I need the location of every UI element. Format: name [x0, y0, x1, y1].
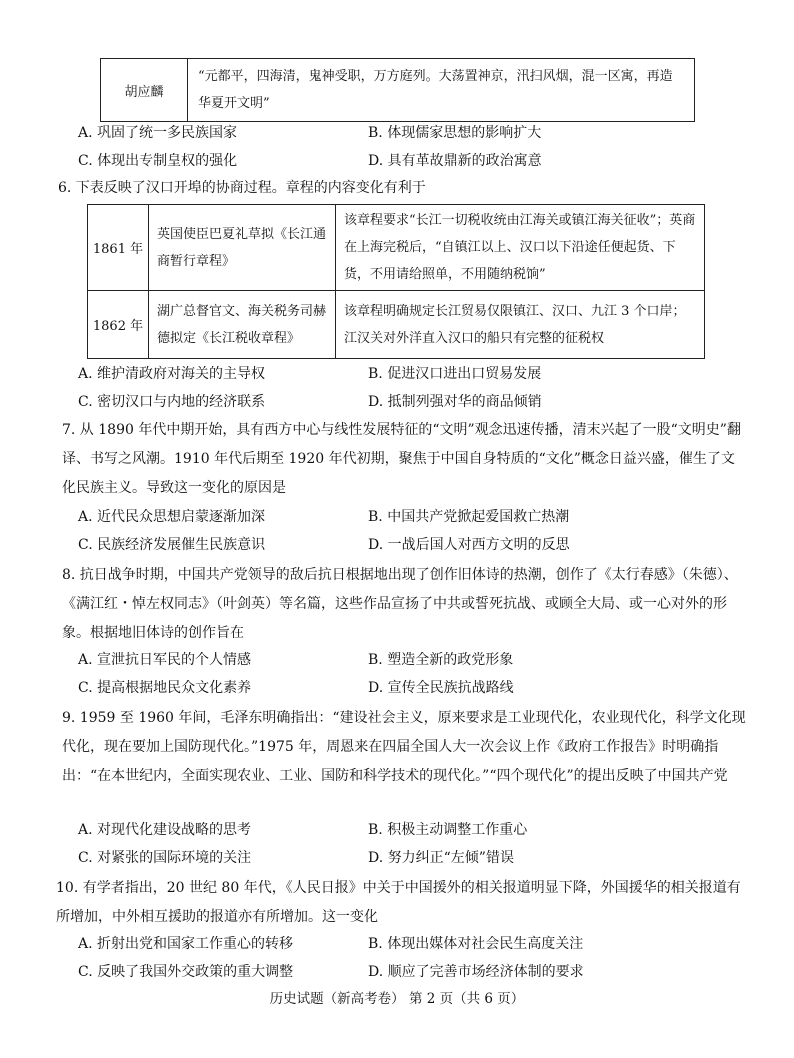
q5-option-b[interactable]: B. 体现儒家思想的影响扩大	[368, 125, 542, 141]
q10-option-a[interactable]: A. 折射出党和国家工作重心的转移	[78, 936, 294, 952]
q8-option-d[interactable]: D. 宣传全民族抗战路线	[368, 680, 514, 696]
q9-option-c[interactable]: C. 对紧张的国际环境的关注	[78, 850, 252, 866]
q5-option-d[interactable]: D. 具有革故鼎新的政治寓意	[368, 153, 542, 169]
q6-row1-year: 1861 年	[88, 205, 149, 291]
q10-option-d[interactable]: D. 顺应了完善市场经济体制的要求	[368, 964, 584, 980]
q6-option-c[interactable]: C. 密切汉口与内地的经济联系	[78, 394, 266, 410]
q6-row1-content: 该章程要求“长江一切税收统由江海关或镇江海关征收”；英商在上海完税后，“自镇江以上、汉口以下沿途任便起货、下货，不用请给照单，不用随纳税饷”	[336, 205, 705, 291]
q5-table-name: 胡应麟	[101, 59, 188, 122]
q10-option-b[interactable]: B. 体现出媒体对社会民生高度关注	[368, 936, 584, 952]
q9-option-b[interactable]: B. 积极主动调整工作重心	[368, 822, 528, 838]
q5-option-c[interactable]: C. 体现出专制皇权的强化	[78, 153, 238, 169]
q7-option-d[interactable]: D. 一战后国人对西方文明的反思	[368, 537, 570, 553]
q9-option-a[interactable]: A. 对现代化建设战略的思考	[78, 822, 252, 838]
q10-stem: 10. 有学者指出，20 世纪 80 年代，《人民日报》中关于中国援外的相关报道明显下降，外国援华的相关报道有所增加，中外相互援助的报道亦有所增加。这一变化	[56, 880, 741, 925]
q8-option-a[interactable]: A. 宣泄抗日军民的个人情感	[78, 652, 252, 668]
q9-option-d[interactable]: D. 努力纠正“左倾”错误	[368, 850, 514, 866]
q6-row2-content: 该章程明确规定长江贸易仅限镇江、汉口、九江 3 个口岸；江汉关对外洋直入汉口的船只有完整的征税权	[336, 291, 705, 359]
q9-stem: 9. 1959 至 1960 年间，毛泽东明确指出：“建设社会主义，原来要求是工业现代化，农业现代化，科学文化现代化，现在要加上国防现代化。”1975 年，周恩来在四届全国人大一次会议上作《政府工作报告》时明确指出：“在本世纪内，全面实现农业、工业、国防和科学技术的现代化。”“四个现代化”的提出反映了中国共产党	[62, 710, 746, 784]
q7-option-b[interactable]: B. 中国共产党掀起爱国救亡热潮	[368, 509, 570, 525]
page-footer: 历史试题（新高考卷） 第 2 页（共 6 页）	[269, 991, 525, 1007]
q8-stem: 8. 抗日战争时期，中国共产党领导的敌后抗日根据地出现了创作旧体诗的热潮，创作了《太行春感》（朱德）、《满江红・悼左权同志》（叶剑英）等名篇，这些作品宣扬了中共或誓死抗战、或顾全大局、或一心对外的形象。根据地旧体诗的创作旨在	[62, 567, 738, 641]
q6-table	[87, 204, 705, 359]
q8-option-c[interactable]: C. 提高根据地民众文化素养	[78, 680, 252, 696]
q7-option-a[interactable]: A. 近代民众思想启蒙逐渐加深	[78, 509, 266, 525]
q6-option-a[interactable]: A. 维护清政府对海关的主导权	[78, 366, 266, 382]
q6-row1-actor: 英国使臣巴夏礼草拟《长江通商暂行章程》	[149, 205, 336, 291]
q7-option-c[interactable]: C. 民族经济发展催生民族意识	[78, 537, 266, 553]
q6-row2-actor: 湖广总督官文、海关税务司赫德拟定《长江税收章程》	[149, 291, 336, 359]
q7-stem: 7. 从 1890 年代中期开始，具有西方中心与线性发展特征的“文明”观念迅速传播，清末兴起了一股“文明史”翻译、书写之风潮。1910 年代后期至 1920 年代初期，聚焦于中国自身特质的“文化”概念日益兴盛，催生了文化民族主义。导致这一变化的原因是	[62, 422, 741, 496]
q6-table-row	[88, 291, 705, 359]
q6-table-row	[88, 205, 705, 291]
q6-row2-year: 1862 年	[88, 291, 149, 359]
q6-stem: 6. 下表反映了汉口开埠的协商过程。章程的内容变化有利于	[58, 180, 426, 196]
q6-option-d[interactable]: D. 抵制列强对华的商品倾销	[368, 394, 542, 410]
q5-table-quote: “元都平，四海清，鬼神受职，万方庭列。大荡置神京，汛扫风烟，混一区寓，再造华夏开文明”	[188, 59, 695, 122]
q5-option-a[interactable]: A. 巩固了统一多民族国家	[78, 125, 238, 141]
q10-option-c[interactable]: C. 反映了我国外交政策的重大调整	[78, 964, 294, 980]
q8-option-b[interactable]: B. 塑造全新的政党形象	[368, 652, 514, 668]
q5-source-table	[100, 58, 695, 122]
q6-option-b[interactable]: B. 促进汉口进出口贸易发展	[368, 366, 542, 382]
